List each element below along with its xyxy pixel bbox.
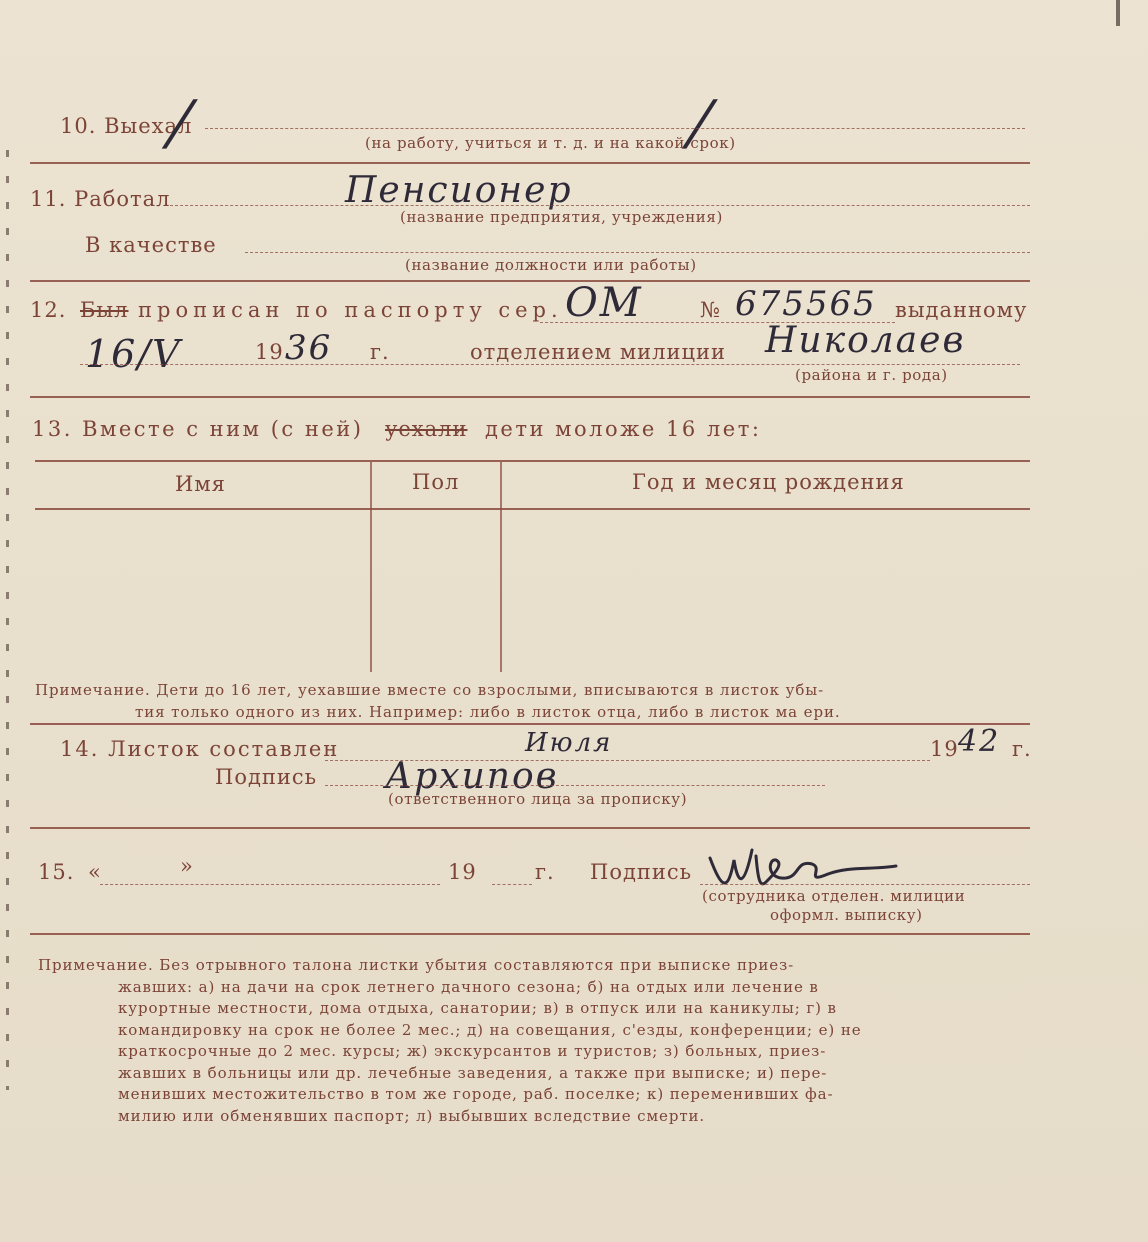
separator-13 — [30, 723, 1030, 725]
perforation-edge — [6, 150, 9, 1090]
item15-hint-2: оформл. выписку) — [770, 906, 923, 924]
item12-text: прописан по паспорту сер. — [138, 298, 563, 322]
item12-dept-hint: (района и г. рода) — [795, 366, 948, 384]
item11-workplace-value: Пенсионер — [345, 170, 573, 211]
note-line: милию или обменявших паспорт; л) выбывших вследствие смерти. — [118, 1106, 706, 1125]
item15-year-g: г. — [535, 860, 555, 884]
separator-14 — [30, 827, 1030, 829]
note-line: командировку на срок не более 2 мес.; д) на совещания, с'езды, конференции; е) не — [118, 1020, 862, 1039]
item10-hint: (на работу, учиться и т. д. и на какой срок) — [365, 134, 736, 152]
item14-signature-value: Архипов — [385, 756, 559, 797]
item12-label-struck: Был — [80, 298, 129, 322]
item14-label: 14. Листок составлен — [60, 737, 340, 761]
item13-label-struck: уехали — [385, 417, 468, 441]
item14-year-g: г. — [1012, 737, 1032, 761]
table-header-border — [35, 508, 1030, 510]
item11-label: 11. Работал — [30, 187, 171, 211]
note-registration — [38, 955, 1043, 1127]
note-line: менивших местожительство в том же городе, раб. поселке; к) переменивших фа- — [118, 1085, 834, 1103]
item12-series-value: ОМ — [565, 280, 643, 326]
item14-sign-line — [325, 785, 825, 786]
item15-label: 15. — [38, 860, 75, 884]
item10-dash-mark-2: / — [678, 88, 724, 158]
separator-15 — [30, 933, 1030, 935]
item14-year-value: 42 — [958, 724, 1001, 759]
item12-line-2 — [80, 364, 1020, 365]
table-col-sex: Пол — [412, 470, 460, 494]
item14-sign-hint: (ответственного лица за прописку) — [388, 790, 688, 808]
note-line: жавших в больницы или др. лечебные заведения, а также при выписке; и) пере- — [118, 1063, 828, 1082]
table-col-birth: Год и месяц рождения — [632, 470, 905, 494]
item12-year-value: 36 — [285, 328, 333, 368]
item12-label: 12. — [30, 298, 67, 322]
note-children — [35, 680, 1035, 723]
separator-11 — [30, 280, 1030, 282]
edge-mark — [1116, 0, 1120, 26]
item11-line — [170, 205, 1030, 206]
item15-quote: « — [88, 860, 102, 884]
item12-number-value: 675565 — [735, 284, 877, 324]
item15-sign-line — [700, 884, 1030, 885]
item15-year-prefix: 19 — [448, 860, 477, 884]
note-line: Примечание. Без отрывного талона листки убытия составляются при выписке приез- — [38, 956, 795, 974]
note-line: краткосрочные до 2 мес. курсы; ж) экскурсантов и туристов; з) больных, приез- — [118, 1042, 827, 1060]
item10-line — [205, 128, 1025, 129]
table-divider-1 — [370, 462, 372, 672]
item14-year-prefix: 19 — [930, 737, 959, 761]
item12-date-value: 16/V — [85, 332, 182, 376]
item10-label: 10. Выехал — [60, 114, 193, 138]
item12-issued: выданному — [895, 298, 1028, 322]
item15-hint-1: (сотрудника отделен. милиции — [702, 887, 966, 905]
item15-date-line — [100, 884, 440, 885]
item13-label: 13. Вместе с ним (с ней) — [32, 417, 364, 441]
item11-position-label: В качестве — [85, 233, 217, 257]
note-line: жавших: а) на дачи на срок летнего дачного сезона; б) на отдых или лечение в — [118, 977, 819, 996]
table-top-border — [35, 460, 1030, 462]
item14-day-value: Июля — [525, 728, 613, 758]
note-children-line-1: Примечание. Дети до 16 лет, уехавшие вместе со взрослыми, вписываются в листок убы- — [35, 681, 825, 699]
item13-label-b: дети моложе 16 лет: — [485, 417, 762, 441]
item15-quote-2: » — [180, 854, 194, 878]
item12-year-prefix: 19 — [255, 340, 284, 364]
table-divider-2 — [500, 462, 502, 672]
table-col-name: Имя — [175, 472, 226, 496]
item11-position-line — [245, 252, 1030, 253]
separator-10 — [30, 162, 1030, 164]
item12-number-sign: № — [700, 298, 721, 322]
item14-sign-label: Подпись — [215, 765, 318, 789]
note-children-line-2: тия только одного из них. Например: либо в листок отца, либо в листок ма ери. — [135, 702, 841, 721]
item12-dept: отделением милиции — [470, 340, 726, 364]
item11-position-hint: (название должности или работы) — [405, 256, 697, 274]
note-line: курортные местности, дома отдыха, санатории; в) в отпуск или на каникулы; г) в — [118, 999, 837, 1017]
item11-hint: (название предприятия, учреждения) — [400, 208, 723, 226]
separator-12 — [30, 396, 1030, 398]
item15-sign-label: Подпись — [590, 860, 693, 884]
item12-dept-value: Николаев — [765, 320, 966, 361]
item12-year-g: г. — [370, 340, 390, 364]
item10-dash-mark: / — [158, 88, 204, 158]
item15-year-line — [492, 884, 532, 885]
